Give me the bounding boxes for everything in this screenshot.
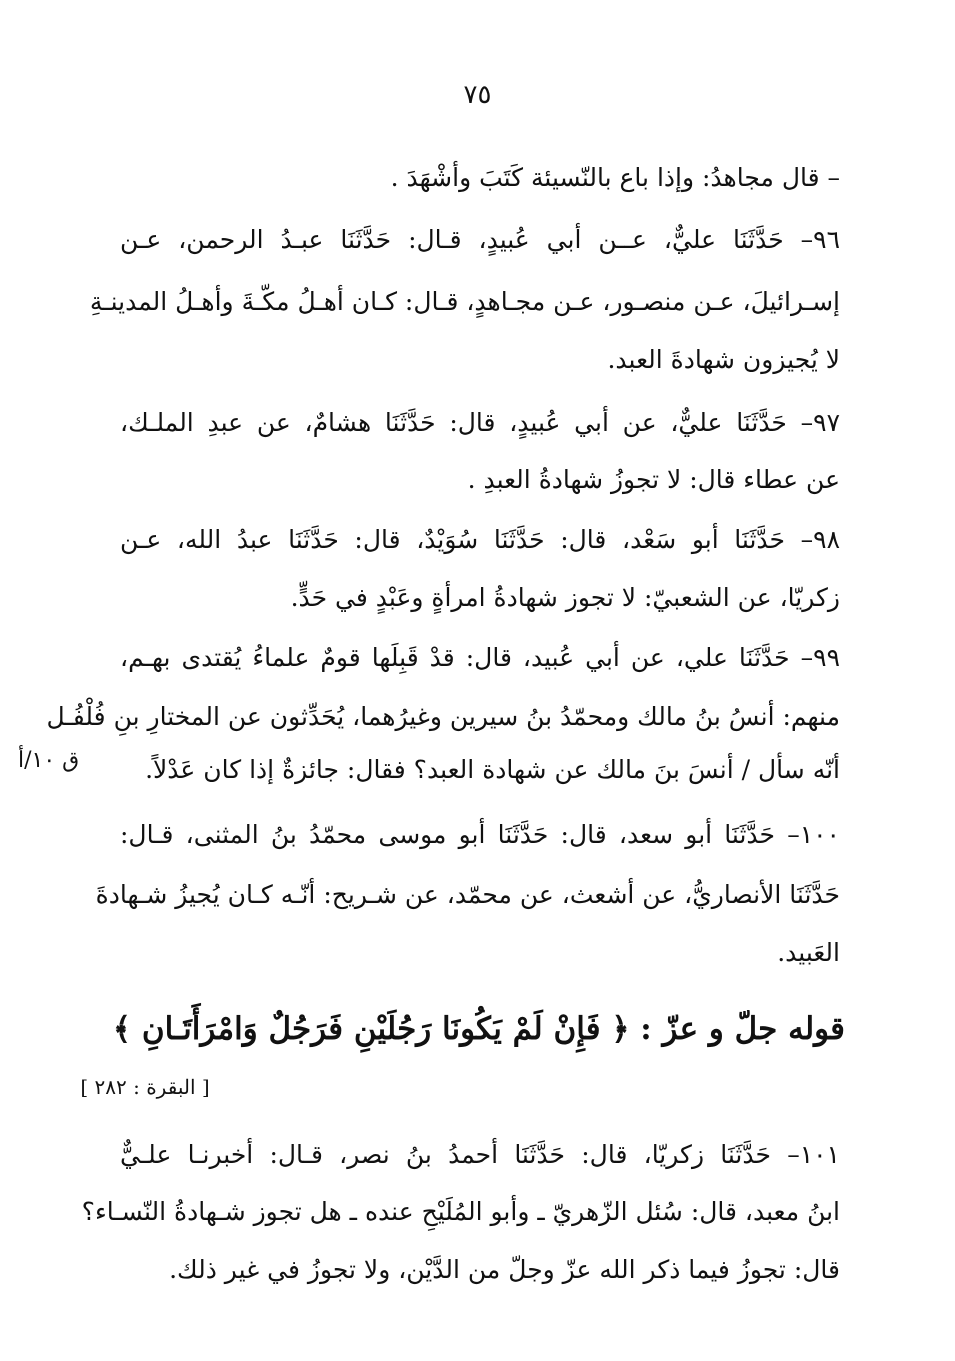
section-heading: قوله جلّ و عزّ : ﴿ فَإِنْ لَمْ يَكُونَا رَجُلَيْنِ فَرَجُلٌ وَامْرَأَتَـانِ ﴾ (112, 1011, 845, 1047)
text-line: ١٠٠– حَدَّثَنَا أبو سعد، قال: حَدَّثَنَا أبو موسى محمّدُ بنُ المثنى، قـال: (120, 820, 840, 849)
text-line: عن عطاء قال: لا تجوزُ شهادةُ العبدِ . (467, 465, 840, 494)
text-line: أنّه سأل / أنسَ بنَ مالك عن شهادة العبد؟ فقال: جائزةٌ إذا كان عَدْلاً. (145, 755, 840, 784)
text-line: ٩٧– حَدَّثَنَا عليٌّ، عن أبي عُبيدٍ، قال: حَدَّثَنَا هشامٌ، عن عبدِ الملـك، (120, 408, 840, 437)
text-line: حَدَّثَنَا الأنصاريُّ، عن أشعث، عن محمّد، عن شـريح: أنّـه كـان يُجيزُ شـهادةَ (95, 880, 840, 909)
text-line: إسـرائيلَ، عـن منصـور، عـن مجـاهدٍ، قـال: كـان أهـلُ مكّـةَ وأهـلُ المدينـةِ (89, 287, 840, 316)
text-line: – قال مجاهدُ: وإذا باع بالنّسيئة كَتَبَ وأشْهَدَ . (390, 163, 840, 192)
folio-margin-note: ق ١٠/أ (18, 748, 80, 773)
text-line: زكريّا، عن الشعبيّ: لا تجوز شهادةُ امرأةٍ وعَبْدٍ في حَدٍّ. (290, 583, 840, 612)
text-line: قال: تجوزُ فيما ذكر الله عزّ وجلّ من الدَّيْن، ولا تجوزُ في غير ذلك. (169, 1255, 840, 1284)
page-number: ٧٥ (463, 80, 492, 110)
text-line: منهم: أنسُ بنُ مالك ومحمّدُ بنُ سيرين وغيرُهما، يُحَدِّثون عن المختارِ بنِ فُلْفُـل (46, 702, 840, 731)
text-line: ٩٦– حَدَّثَنَا عليٌّ، عــن أبي عُبيدٍ، قـال: حَدَّثَنَا عبـدُ الرحمن، عـن (120, 225, 840, 254)
text-line: لا يُجيزون شهادةَ العبد. (607, 345, 840, 374)
text-line: ٩٨– حَدَّثَنَا أبو سَعْد، قال: حَدَّثَنَا سُوَيْدٌ، قال: حَدَّثَنَا عبدُ الله، عـن (120, 525, 840, 554)
text-line: ابنُ معبد، قال: سُئل الزّهريّ ـ وأبو المُلَيْحِ عنده ـ هل تجوز شـهادةُ النّسـاء؟ (81, 1197, 840, 1226)
text-line: ٩٩– حَدَّثَنَا علي، عن أبي عُبيد، قال: قدْ قَبِلَها قومٌ علماءُ يُقتدى بهـم، (120, 643, 840, 672)
text-line: العَبيد. (777, 938, 840, 967)
text-line: ١٠١– حَدَّثَنَا زكريّا، قال: حَدَّثَنَا أحمدُ بنُ نصر، قـال: أخبرنـا علـيٌّ (120, 1140, 840, 1169)
quran-reference: [ البقرة : ٢٨٢ ] (80, 1075, 210, 1099)
